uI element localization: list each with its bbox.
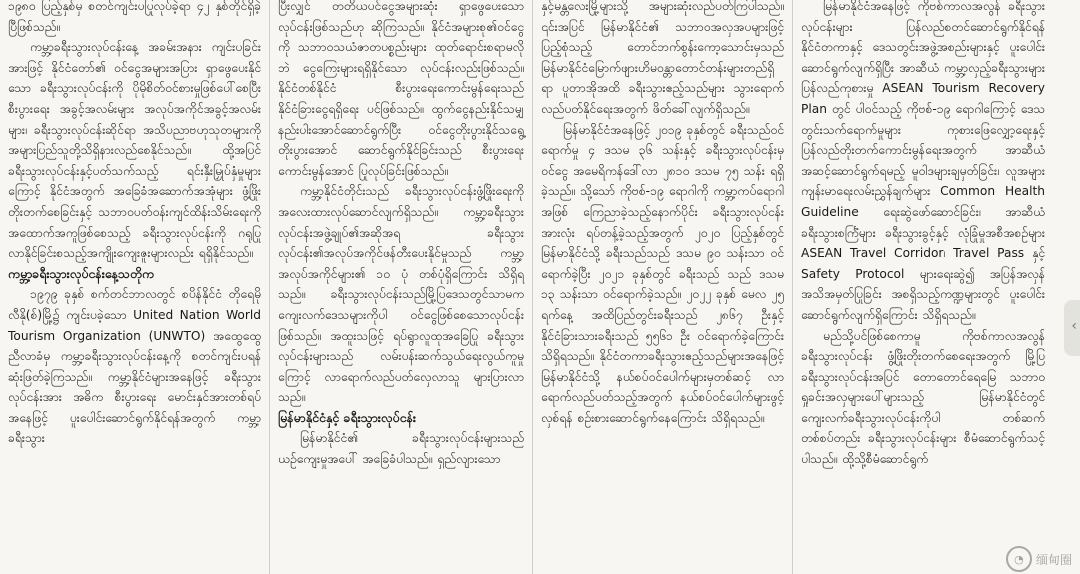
paragraph: ကမ္ဘာ့နိုင်ငံတိုင်းသည် ခရီးသွားလုပ်ငန်းဖွံ့ဖြိုးရေးကို အလေးထားလုပ်ဆောင်လျက်ရှိသည်။ ကမ္ဘာ့ခရီးသွားလုပ်ငန်းအဖွဲ့ချုပ်၏အဆိုအရ ခရီးသွားလုပ်ငန်း၏အလုပ်အကိုင်ဖန်တီးပေးနိုင်မှုသည် ကမ္ဘာ့အလုပ်အကိုင်များ၏ ၁၀ ပုံ တစ်ပုံရှိကြောင်း သိရှိရသည်။ ခရီးသွားလုပ်ငန်းသည်မြို့ပြဒေသတွင်သာမက ကျေးလက်ဒေသများကိုပါ ဝင်ငွေဖြစ်စေသောလုပ်ငန်းဖြစ်သည်။ အထူးသဖြင့် ရပ်ရွာလူထုအခြေပြု ခရီးသွားလုပ်ငန်းများသည် လမ်းပန်းဆက်သွယ်ရေးလွယ်ကူမှုကြောင့် လာရောက်လည်ပတ်လှေလာသူ များပြားလာသည်။ — [278, 184, 524, 405]
column-3 — [533, 0, 793, 574]
wechat-icon: ◔ — [1006, 546, 1032, 572]
paragraph: မြန်မာနိုင်ငံအနေဖြင့် ကိုဗစ်ကာလအလွန် ခရီးသွားလုပ်ငန်းများ ပြန်လည်စတင်ဆောင်ရွက်နိုင်ရန် နိုင်ငံတကာနှင့် ဒေသတွင်းအဖွဲ့အစည်းများနှင့် ပူးပေါင်းဆောင်ရွက်လျက်ရှိပြီး အာဆီယံ ကမ္ဘာ့လှည့်ခရီးသွားများ ပြန်လည်ကုစားမှု ASEAN Tourism Recovery Plan တွင် ပါဝင်သည့် ကိုဗစ်-၁၉ ရောဂါကြောင့် ဒေသတွင်းသက်ရောက်မှုများ ကုစားဖြေလျှော့ရေးနှင့် ပြန်လည်တိုးတက်ကောင်းမွန်ရေးအတွက် အာဆီယံအဆင့်ဆောင်ရွက်ရမည့် မူဝါဒများချမှတ်ခြင်း၊ လူအများကျန်းမာရေးလမ်းညွှန်ချက်များ Common Health Guideline ရေးဆွဲဖော်ဆောင်ခြင်း၊ အာဆီယံ ခရီးသွားစင်္ကြံများ ခရီးသွားခွင့်နှင့် လုံခြုံမှုအစီအစဉ်များ ASEAN Travel Corridor၊ Travel Pass နှင့် Safety Protocol များရေးဆွဲ၍ အပြန်အလှန်အသိအမှတ်ပြုခြင်း အစရှိသည့်ကဏ္ဍများတွင် ပူးပေါင်းဆောင်ရွက်လျက်ရှိကြောင်း သိရှိရသည်။ — [801, 0, 1045, 322]
paragraph: မြန်မာနိုင်ငံ၏ ခရီးသွားလုပ်ငန်းများသည် ယဉ်ကျေးမှုအပေါ် အခြေခံပါသည်။ ရှည်လျားသော — [278, 431, 524, 467]
chevron-left-icon[interactable]: ‹ — [1071, 318, 1077, 334]
paragraph: နှင့်မန္တလေးမြို့များသို့ အများဆုံးလည်ပတ်ကြပါသည်။ ၎င်းအပြင် မြန်မာနိုင်ငံ၏ သဘာဝအလှအပများဖြင့် ပြည့်စုံသည့် တောင်ဘက်စွန်းကော့သောင်းမှသည် မြန်မာနိုင်ငံမြောက်ဖျားဟိမဝန္တာတောင်တန်းများတည်ရှိရာ ပူတာအိုအထိ ခရီးသွားဧည့်သည်များ သွားရောက်လည်ပတ်နိုင်ရေးအတွက် ဖိတ်ခေါ်လျက်ရှိသည်။ — [541, 0, 784, 116]
column-2 — [270, 0, 533, 574]
paragraph: မြန်မာနိုင်ငံအနေဖြင့် ၂၀၁၉ ခုနှစ်တွင် ခရီးသည်ဝင်ရောက်မှု ၄ ဒသမ ၃၆ သန်းနှင့် ခရီးသွားလုပ်ငန်းမှ ဝင်ငွေ အမေရိကန်ဒေါ်လာ ၂၈၁၀ ဒသမ ၇၅ သန်း ရရှိခဲ့သည်။ သို့သော် ကိုဗစ်-၁၉ ရောဂါကို ကမ္ဘာ့ကပ်ရောဂါအဖြစ် ကြေညာခဲ့သည့်နောက်ပိုင်း ခရီးသွားလုပ်ငန်းအားလုံး ရပ်တန့်ခဲ့သည့်အတွက် ၂၀၂၀ ပြည့်နှစ်တွင် မြန်မာနိုင်ငံသို့ ခရီးသည်သည် ဒသမ ၉၀ သန်းသာ ဝင်ရောက်ခဲ့ပြီး ၂၀၂၁ ခုနှစ်တွင် ခရီးသည် သည် ဒသမ ၁၃ သန်းသာ ဝင်ရောက်ခဲ့သည်။ ၂၀၂၂ ခုနှစ် မေလ ၂၅ ရက်နေ့ အထိပြည်တွင်းခရီးသည် ၂၈၆၇ ဦးနှင့် နိုင်ငံခြားသားခရီးသည် ၅၅၆၁ ဦး ဝင်ရောက်ခဲ့ကြောင်း သိရှိရသည်။ နိုင်ငံတကာခရီးသွားဧည့်သည်များအနေဖြင့် မြန်မာနိုင်ငံသို့ နယ်စပ်ဝင်ပေါက်များမှတစ်ဆင့် လာရောက်လည်ပတ်သည့်အတွက် နယ်စပ်ဝင်ပေါက်များဖွင့်လှစ်ရန် စဉ်းစားဆောင်ရွက်နေကြောင်း သိရှိရသည်။ — [541, 122, 784, 425]
column-1 — [0, 0, 270, 574]
watermark — [1006, 546, 1072, 572]
paragraph: ကမ္ဘာ့ခရီးသွားလုပ်ငန်းနေ့ အခမ်းအနား ကျင်းပခြင်းအားဖြင့် နိုင်ငံတော်၏ ဝင်ငွေအများအပြား ရှာဖွေပေးနိုင်သော ခရီးသွားလုပ်ငန်းကို ပိုမိုစိတ်ဝင်စားမှုဖြစ်ပေါ်စေပြီး စီးပွားရေး အခွင့်အလမ်းများ အလုပ်အကိုင်အခွင့်အလမ်းများ၊ ခရီးသွားလုပ်ငန်းဆိုင်ရာ အသိပညာဗဟုသုတများကို အများပြည်သူတို့သိရှိနားလည်စေနိုင်သည်။ ထို့အပြင် ခရီးသွားလုပ်ငန်းနှင့်ပတ်သက်သည့် ရင်းနှီးမြှုပ်နှံမှုများကြောင့် နိုင်ငံအတွက် အခြေခံအဆောက်အအုံများ ဖွံ့ဖြိုးတိုးတက်စေခြင်းနှင့် သဘာဝပတ်ဝန်းကျင်ထိန်းသိမ်းရေးကို အထောက်အကူဖြစ်စေသည့် ခရီးသွားလုပ်ငန်းကို ဂရုပြုလာနိုင်ခြင်းစသည့်အကျိုးကျေးဇူးများလည်း ရရှိနိုင်သည်။ — [8, 40, 261, 261]
watermark-text: 缅甸圈 — [1035, 552, 1072, 567]
paragraph: ၁၉၈၀ ပြည့်နှစ်မှ စတင်ကျင်းပပြုလုပ်ခဲ့ရာ ၄၂ နှစ်တိုင်ရှိခဲ့ပြီဖြစ်သည်။ — [8, 0, 261, 34]
paragraph: ၁၉၇၉ ခုနှစ် စက်တင်ဘာလတွင် စပိန်နိုင်ငံ တိုရေမိုလီနို(စ်)မြို့၌ ကျင်းပခဲ့သော United Nation World Tourism Organization (UNWTO) အထွေထွေညီလာခံမှ ကမ္ဘာ့ခရီးသွားလုပ်ငန်းနေ့ကို စတင်ကျင်းပရန် ဆုံးဖြတ်ခဲ့ကြသည်။ ကမ္ဘာ့နိုင်ငံများအနေဖြင့် ခရီးသွားလုပ်ငန်းအား အဓိက စီးပွားရေး မောင်းနှင်အားတစ်ရပ်အနေဖြင့် ပူးပေါင်းဆောင်ရွက်နိုင်ရန်အတွက် ကမ္ဘာ့ခရီးသွား — [8, 287, 261, 446]
section-heading: ကမ္ဘာ့ခရီးသွားလုပ်ငန်းနေ့သတိုက — [8, 265, 155, 281]
paragraph: မည်သို့ပင်ဖြစ်စေကာမူ ကိုဗစ်ကာလအလွန် ခရီးသွားလုပ်ငန်း ဖွံ့ဖြိုးတိုးတက်စေရေးအတွက် မြို့ပြခရီးသွားလုပ်ငန်းအပြင် တောတောင်ရေမြေ သဘာဝရှုခင်းအလှများပေါ်များသည့် မြန်မာနိုင်ငံတွင် ကျေးလက်ခရီးသွားလုပ်ငန်းကိုပါ တစ်ဆက်တစ်စပ်တည်း ခရီးသွားလုပ်ငန်းများ စီမံဆောင်ရွက်သင့်ပါသည်။ ထို့သို့စီမံဆောင်ရွက် — [801, 328, 1045, 467]
column-4 — [793, 0, 1053, 574]
section-heading: မြန်မာနိုင်ငံနှင့် ခရီးသွားလုပ်ငန်း — [278, 409, 417, 425]
paragraph: ပြီးလျှင် တတိယပင်ငွေအများဆုံး ရှာဖွေပေးသော လုပ်ငန်းဖြစ်သည်ဟု ဆိုကြသည်။ နိုင်ငံအများစု၏ဝင်ငွေကို သဘာဝသယံဇာတပစ္စည်းများ ထုတ်ရောင်းစရာမလိုဘဲ ငွေကြေးများရရှိနိုင်သော လုပ်ငန်းလည်းဖြစ်သည်။ နိုင်ငံတစ်နိုင်ငံ စီးပွားရေးကောင်းမွန်ရေးသည် နိုင်ငံခြားငွေရရှိရေး ပင်ဖြစ်သည်။ ထွက်ငွေနည်းနိုင်သမျှ နည်းပါးအောင်ဆောင်ရွက်ပြီး ဝင်ငွေတိုးပွားနိုင်သရွေ့ တိုးပွားအောင် ဆောင်ရွက်နိုင်ခြင်းသည် စီးပွားရေးကောင်းမွန်အောင် ပြုလုပ်ခြင်းဖြစ်သည်။ — [278, 0, 524, 178]
